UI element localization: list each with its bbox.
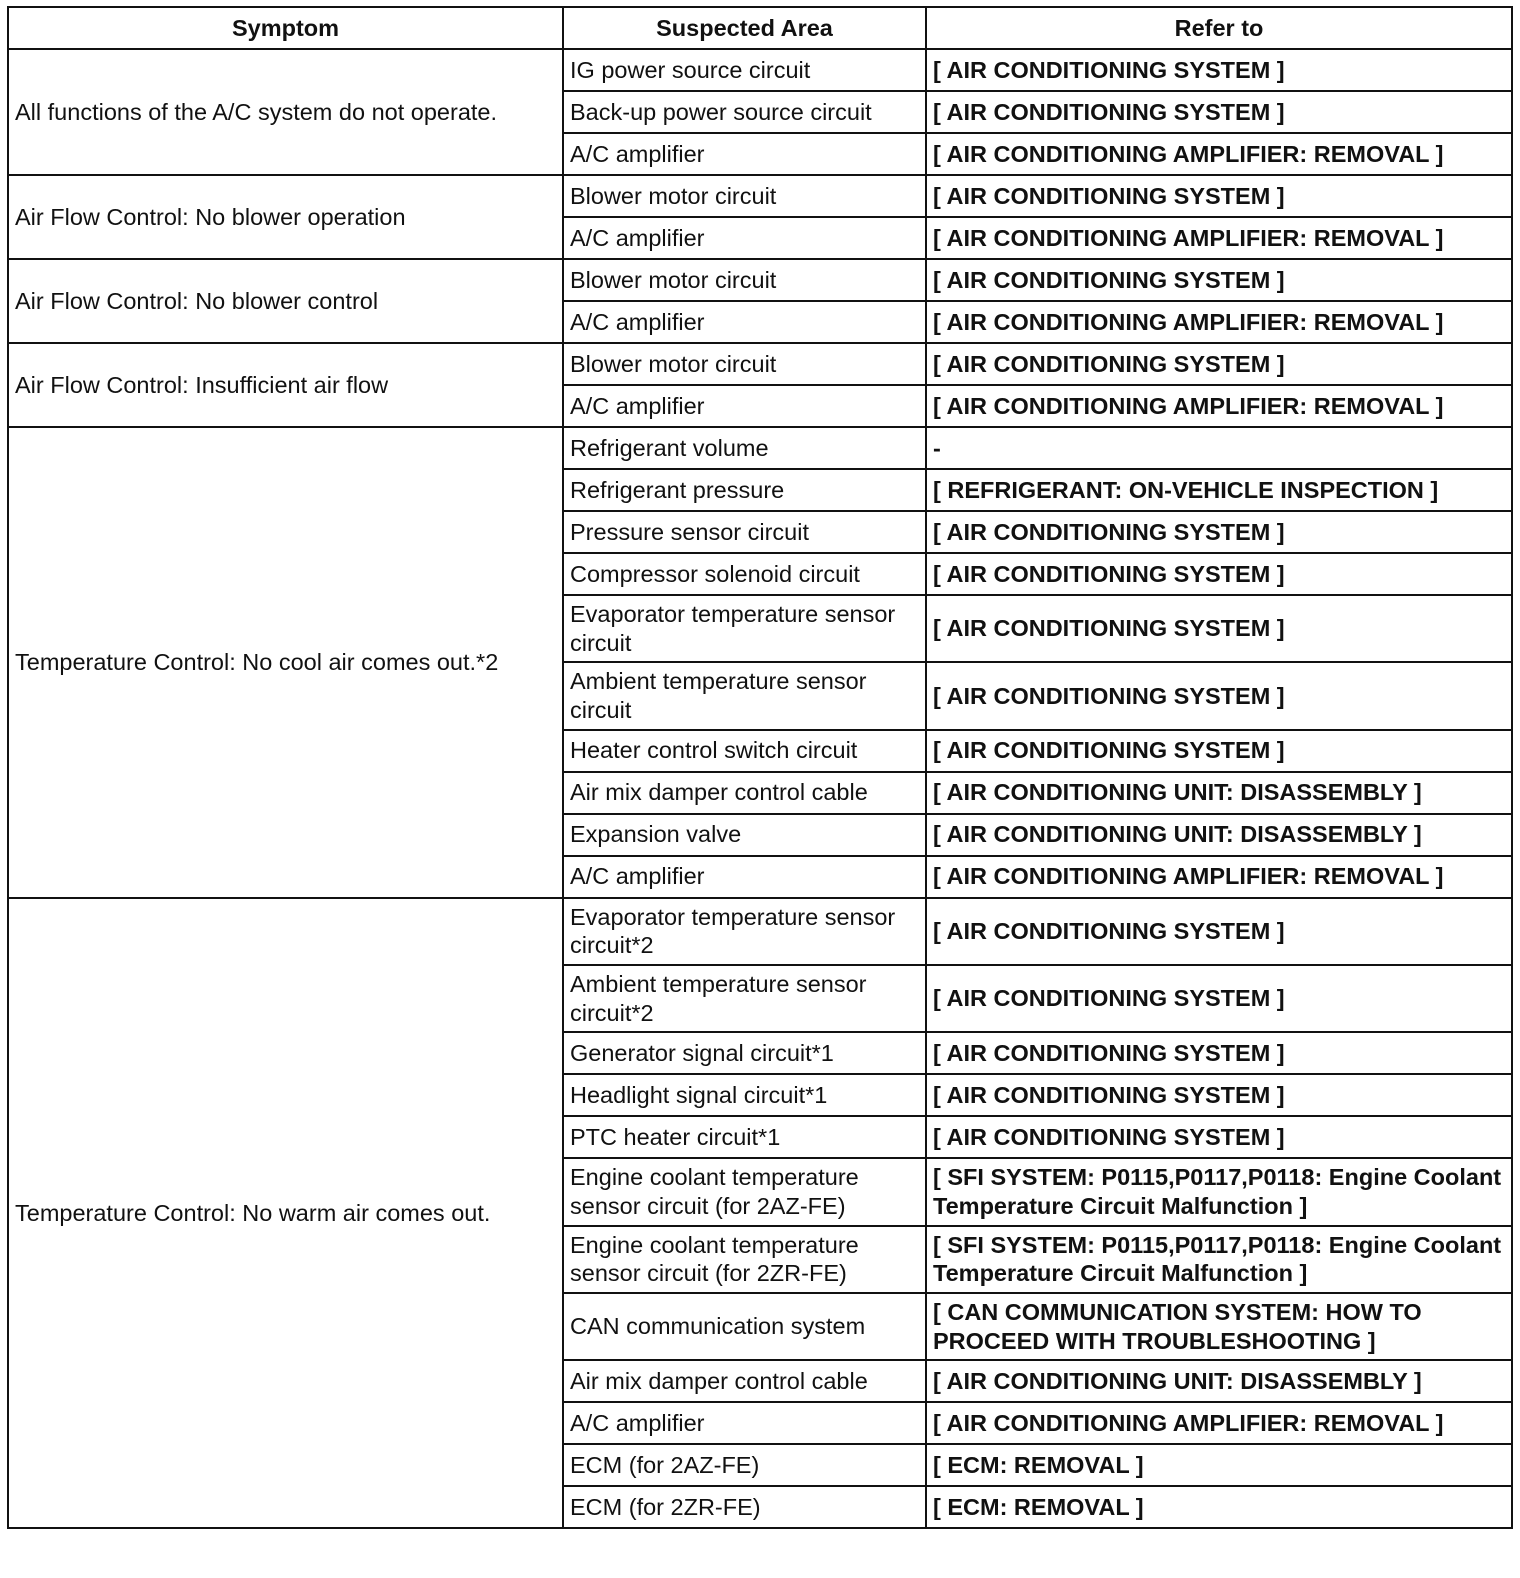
table-row	[8, 259, 1512, 301]
symptom-cell: Air Flow Control: No blower control	[8, 259, 563, 343]
suspected-area-cell: ECM (for 2AZ-FE)	[563, 1444, 926, 1486]
refer-to-cell: [ AIR CONDITIONING AMPLIFIER: REMOVAL ]	[926, 301, 1512, 343]
refer-to-cell: [ AIR CONDITIONING SYSTEM ]	[926, 1074, 1512, 1116]
suspected-area-cell: Engine coolant temperature sensor circuit (for 2AZ-FE)	[563, 1158, 926, 1225]
suspected-area-cell: Ambient temperature sensor circuit	[563, 662, 926, 729]
refer-to-cell: [ AIR CONDITIONING AMPLIFIER: REMOVAL ]	[926, 133, 1512, 175]
suspected-area-cell: Heater control switch circuit	[563, 730, 926, 772]
suspected-area-cell: Refrigerant pressure	[563, 469, 926, 511]
symptom-cell: All functions of the A/C system do not operate.	[8, 49, 563, 175]
table-row	[8, 49, 1512, 91]
suspected-area-cell: Expansion valve	[563, 814, 926, 856]
suspected-area-cell: ECM (for 2ZR-FE)	[563, 1486, 926, 1528]
refer-to-cell: [ AIR CONDITIONING SYSTEM ]	[926, 175, 1512, 217]
suspected-area-cell: CAN communication system	[563, 1293, 926, 1360]
refer-to-cell: -	[926, 427, 1512, 469]
refer-to-cell: [ SFI SYSTEM: P0115,P0117,P0118: Engine Coolant Temperature Circuit Malfunction ]	[926, 1158, 1512, 1225]
refer-to-cell: [ ECM: REMOVAL ]	[926, 1444, 1512, 1486]
suspected-area-cell: Air mix damper control cable	[563, 1360, 926, 1402]
refer-to-cell: [ AIR CONDITIONING SYSTEM ]	[926, 49, 1512, 91]
suspected-area-cell: Headlight signal circuit*1	[563, 1074, 926, 1116]
table-row	[8, 898, 1512, 965]
suspected-area-cell: Blower motor circuit	[563, 343, 926, 385]
suspected-area-cell: Evaporator temperature sensor circuit*2	[563, 898, 926, 965]
suspected-area-cell: PTC heater circuit*1	[563, 1116, 926, 1158]
suspected-area-cell: Compressor solenoid circuit	[563, 553, 926, 595]
suspected-area-cell: IG power source circuit	[563, 49, 926, 91]
refer-to-cell: [ AIR CONDITIONING SYSTEM ]	[926, 965, 1512, 1032]
refer-to-cell: [ AIR CONDITIONING SYSTEM ]	[926, 595, 1512, 662]
table-row	[8, 343, 1512, 385]
refer-to-cell: [ AIR CONDITIONING AMPLIFIER: REMOVAL ]	[926, 385, 1512, 427]
suspected-area-cell: A/C amplifier	[563, 217, 926, 259]
refer-to-cell: [ ECM: REMOVAL ]	[926, 1486, 1512, 1528]
refer-to-cell: [ AIR CONDITIONING SYSTEM ]	[926, 511, 1512, 553]
suspected-area-cell: Back-up power source circuit	[563, 91, 926, 133]
refer-to-cell: [ AIR CONDITIONING UNIT: DISASSEMBLY ]	[926, 1360, 1512, 1402]
symptom-cell: Air Flow Control: Insufficient air flow	[8, 343, 563, 427]
symptom-cell: Air Flow Control: No blower operation	[8, 175, 563, 259]
suspected-area-cell: Refrigerant volume	[563, 427, 926, 469]
symptom-cell: Temperature Control: No warm air comes out.	[8, 898, 563, 1529]
refer-to-cell: [ AIR CONDITIONING AMPLIFIER: REMOVAL ]	[926, 1402, 1512, 1444]
header-suspected-area: Suspected Area	[563, 7, 926, 49]
suspected-area-cell: Ambient temperature sensor circuit*2	[563, 965, 926, 1032]
suspected-area-cell: A/C amplifier	[563, 301, 926, 343]
suspected-area-cell: Generator signal circuit*1	[563, 1032, 926, 1074]
header-symptom: Symptom	[8, 7, 563, 49]
suspected-area-cell: Air mix damper control cable	[563, 772, 926, 814]
refer-to-cell: [ AIR CONDITIONING AMPLIFIER: REMOVAL ]	[926, 217, 1512, 259]
table-row	[8, 175, 1512, 217]
suspected-area-cell: A/C amplifier	[563, 133, 926, 175]
header-refer-to: Refer to	[926, 7, 1512, 49]
table-row	[8, 427, 1512, 469]
refer-to-cell: [ AIR CONDITIONING AMPLIFIER: REMOVAL ]	[926, 856, 1512, 898]
suspected-area-cell: A/C amplifier	[563, 1402, 926, 1444]
refer-to-cell: [ AIR CONDITIONING UNIT: DISASSEMBLY ]	[926, 814, 1512, 856]
table-body	[8, 49, 1512, 1528]
suspected-area-cell: Blower motor circuit	[563, 259, 926, 301]
refer-to-cell: [ AIR CONDITIONING SYSTEM ]	[926, 1116, 1512, 1158]
refer-to-cell: [ SFI SYSTEM: P0115,P0117,P0118: Engine Coolant Temperature Circuit Malfunction ]	[926, 1226, 1512, 1293]
troubleshooting-table	[7, 6, 1513, 1529]
refer-to-cell: [ AIR CONDITIONING SYSTEM ]	[926, 898, 1512, 965]
refer-to-cell: [ AIR CONDITIONING SYSTEM ]	[926, 730, 1512, 772]
refer-to-cell: [ REFRIGERANT: ON-VEHICLE INSPECTION ]	[926, 469, 1512, 511]
suspected-area-cell: Blower motor circuit	[563, 175, 926, 217]
suspected-area-cell: A/C amplifier	[563, 856, 926, 898]
suspected-area-cell: Pressure sensor circuit	[563, 511, 926, 553]
refer-to-cell: [ AIR CONDITIONING SYSTEM ]	[926, 343, 1512, 385]
refer-to-cell: [ AIR CONDITIONING UNIT: DISASSEMBLY ]	[926, 772, 1512, 814]
header-row	[8, 7, 1512, 49]
suspected-area-cell: A/C amplifier	[563, 385, 926, 427]
suspected-area-cell: Evaporator temperature sensor circuit	[563, 595, 926, 662]
refer-to-cell: [ CAN COMMUNICATION SYSTEM: HOW TO PROCEED WITH TROUBLESHOOTING ]	[926, 1293, 1512, 1360]
refer-to-cell: [ AIR CONDITIONING SYSTEM ]	[926, 553, 1512, 595]
symptom-cell: Temperature Control: No cool air comes out.*2	[8, 427, 563, 898]
refer-to-cell: [ AIR CONDITIONING SYSTEM ]	[926, 91, 1512, 133]
refer-to-cell: [ AIR CONDITIONING SYSTEM ]	[926, 1032, 1512, 1074]
refer-to-cell: [ AIR CONDITIONING SYSTEM ]	[926, 259, 1512, 301]
refer-to-cell: [ AIR CONDITIONING SYSTEM ]	[926, 662, 1512, 729]
suspected-area-cell: Engine coolant temperature sensor circuit (for 2ZR-FE)	[563, 1226, 926, 1293]
